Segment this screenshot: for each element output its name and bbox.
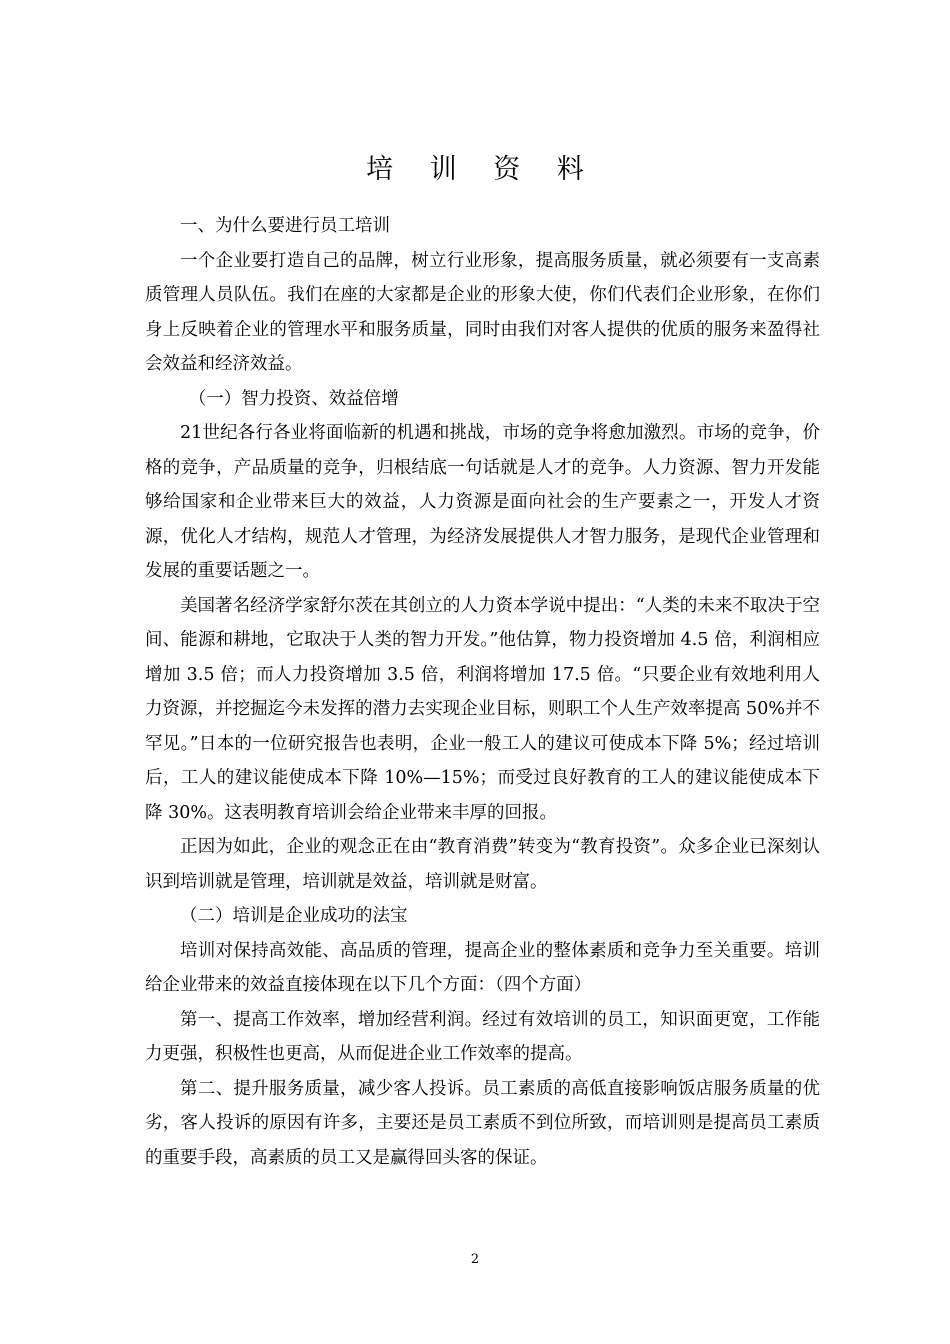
paragraph-education-investment: 正因为如此，企业的观念正在由“教育消费”转变为“教育投资”。众多企业已深刻认识到培训就是管理，培训就是效益，培训就是财富。 [145,837,820,892]
paragraph-training-benefits: 培训对保持高效能、高品质的管理，提高企业的整体素质和竞争力至关重要。培训给企业带来的效益直接体现在以下几个方面：（四个方面） [145,940,820,995]
document-title: 培 训 资 料 [366,154,598,185]
paragraph-benefit-service-quality: 第二、提升服务质量，减少客人投诉。员工素质的高低直接影响饭店服务质量的优劣，客人投诉的原因有许多，主要还是员工素质不到位所致，而培训则是提高员工素质的重要手段，高素质的员工又是赢得回头客的保证。 [145,1078,820,1168]
subsection-heading-intellectual-investment: （一）智力投资、效益倍增 [188,388,399,409]
page-number: 2 [470,1252,480,1267]
paragraph-21st-century: 21世纪各行各业将面临新的机遇和挑战，市场的竞争将愈加激烈。市场的竞争，价格的竞争，产品质量的竞争，归根结底一句话就是人才的竞争。人力资源、智力开发能够给国家和企业带来巨大的效益，人力资源是面向社会的生产要素之一，开发人才资源，优化人才结构，规范人才管理，为经济发展提供人才智力服务，是现代企业管理和发展的重要话题之一。 [145,423,820,581]
document-body [145,209,820,1175]
paragraph-benefit-efficiency: 第一、提高工作效率，增加经营利润。经过有效培训的员工，知识面更宽，工作能力更强，积极性也更高，从而促进企业工作效率的提高。 [145,1009,820,1064]
paragraph-schultz-theory: 美国著名经济学家舒尔茨在其创立的人力资本学说中提出：“人类的未来不取决于空间、能源和耕地，它取决于人类的智力开发。”他估算，物力投资增加 4.5 倍，利润相应增加 3.5 倍；而人力投资增加 3.5 倍，利润将增加 17.5 倍。“只要企业有效地利用人力资源，并挖掘迄今未发挥的潜力去实现企业目标，则职工个人生产效率提高 50%并不罕见。”日本的一位研究报告也表明，企业一般工人的建议可使成本下降 5%；经过培训后，工人的建议能使成本下降 10%—15%；而受过良好教育的工人的建议能使成本下降 30%。这表明教育培训会给企业带来丰厚的回报。 [145,595,820,823]
subsection-heading-training-success: （二）培训是企业成功的法宝 [180,906,408,926]
paragraph-brand-image: 一个企业要打造自己的品牌，树立行业形象，提高服务质量，就必须要有一支高素质管理人员队伍。我们在座的大家都是企业的形象大使，你们代表们企业形象，在你们身上反映着企业的管理水平和服务质量，同时由我们对客人提供的优质的服务来盈得社会效益和经济效益。 [145,250,820,374]
section-heading-why-training: 一、为什么要进行员工培训 [180,216,390,236]
